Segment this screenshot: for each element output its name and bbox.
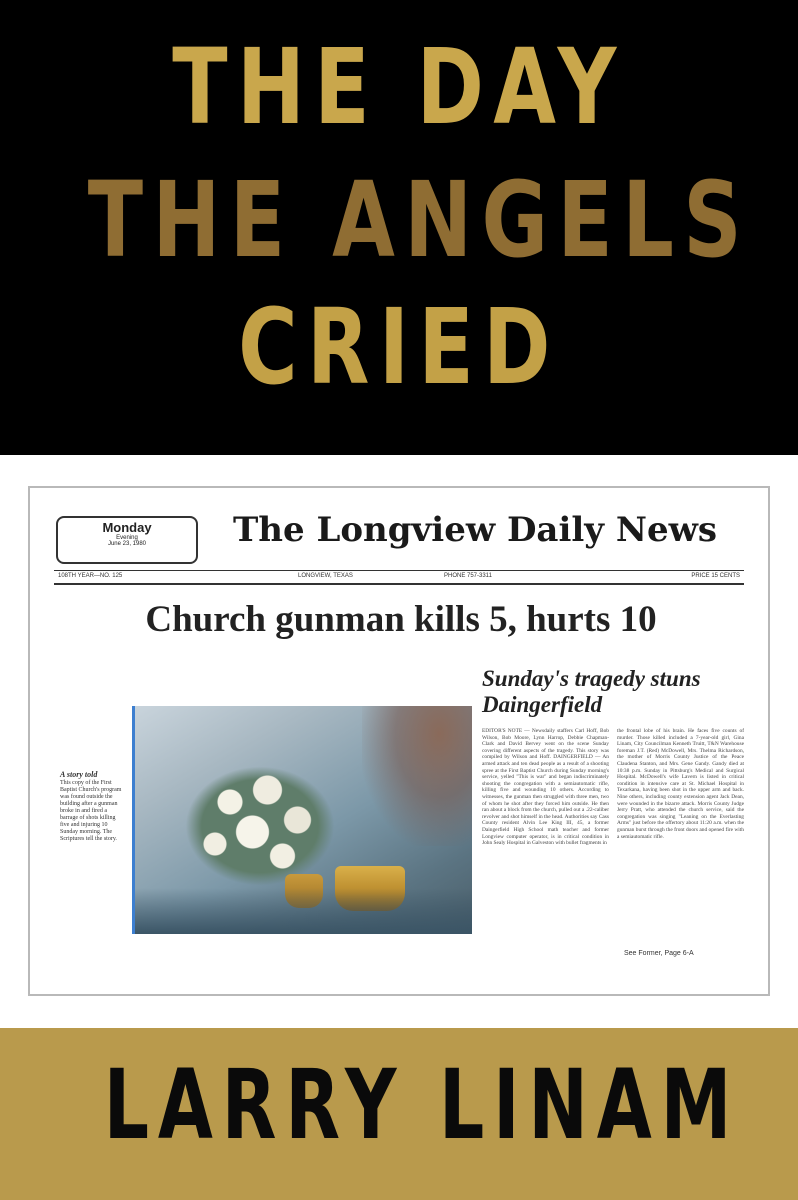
book-title-line-1: THE DAY [172, 26, 626, 148]
dateline-volume: 108TH YEAR—NO. 125 [58, 573, 123, 579]
book-title-line-3: CRIED [238, 286, 560, 408]
newspaper-photo [132, 706, 472, 934]
article-column-2: the frontal lobe of his brain. He faces five counts of murder. Those killed included a 7-year-old girl, Gina Linam, City Councilman Kenneth Truitt, T&N Warehouse foreman J.T. (Red) McDowell, Mrs. Thelma Richardson, the mother of Morris County Justice of the Peace Claudena Stanton, and Mrs. Gene Gandy. Gandy died at 10:38 p.m. Sunday in Pittsburg's Medical and Surgical Hospital. McDowell's wife Lavern is listed in critical condition in intensive care at St. Michael Hospital in Texarkana, having been shot in the upper arm and back. Nine others, including county extension agent Jack Dean, were wounded in the bizarre attack. Morris County Judge Jerry Pratt, who attended the church service, said the congregation was singing "Leaning on the Everlasting Arms" just before the offertory about 11:20 a.m. when the gunman burst through the front doors and opened fire with a semiautomatic rifle. [617, 728, 744, 840]
photo-shadow [362, 706, 472, 846]
newspaper-subhead: Sunday's tragedy stuns Daingerfield [482, 666, 701, 717]
photo-flowers [185, 766, 335, 886]
newspaper-clipping [28, 486, 770, 996]
date-box-day: Monday [102, 520, 152, 535]
newspaper-dateline [54, 570, 744, 585]
article-jump-line: See Former, Page 6-A [624, 950, 694, 957]
article-columns [482, 728, 744, 938]
photo-caption [60, 770, 126, 843]
newspaper-masthead: The Longview Daily News [232, 510, 718, 550]
date-box-edition: Evening [116, 535, 138, 541]
newspaper-headline: Church gunman kills 5, hurts 10 [145, 599, 657, 640]
caption-text: This copy of the First Baptist Church's program was found outside the building after a gunman broke in and fired a barrage of shots killing five and injuring 10 Sunday morning. The Scriptures tell the story. [60, 780, 122, 842]
dateline-city: LONGVIEW, TEXAS [298, 573, 353, 579]
article-column-1: EDITOR'S NOTE — Newsdaily staffers Carl Hoff, Bob Wilson, Bob Moore, Lynn Harrop, Debbie Chapman-Clark and David Bervey went on the scene Sunday covering different aspects of the tragedy. This story was compiled by Wilson and Hoff. DAINGERFIELD — An armed attack and ten dead people as a result of a shooting spree at the First Baptist Church during Sunday morning's service, yelled "This is war" and began indiscriminately shooting the congregation with a semiautomatic rifle, killing five and wounding 10 others. According to witnesses, the gunman then struggled with three men, two of whom he shot after they forced him outside. He then ran about a block from the church, pulled out a .22-caliber revolver and shot himself in the head. Authorities say Cass County resident Alvin Lee King III, 45, a former Daingerfield High School math teacher and former Longview computer operator, is in critical condition in John Sealy Hospital in Galveston with bullet fragments in [482, 728, 609, 847]
dateline-phone: PHONE 757-3311 [444, 573, 492, 579]
book-title-line-2: THE ANGELS [87, 159, 752, 281]
date-box-date: June 23, 1980 [107, 541, 147, 547]
dateline-price: PRICE 15 CENTS [691, 573, 740, 579]
date-box [56, 516, 198, 564]
photo-tablecloth [135, 888, 472, 934]
author-name: LARRY LINAM [103, 1049, 741, 1161]
caption-title: A story told [60, 770, 98, 779]
